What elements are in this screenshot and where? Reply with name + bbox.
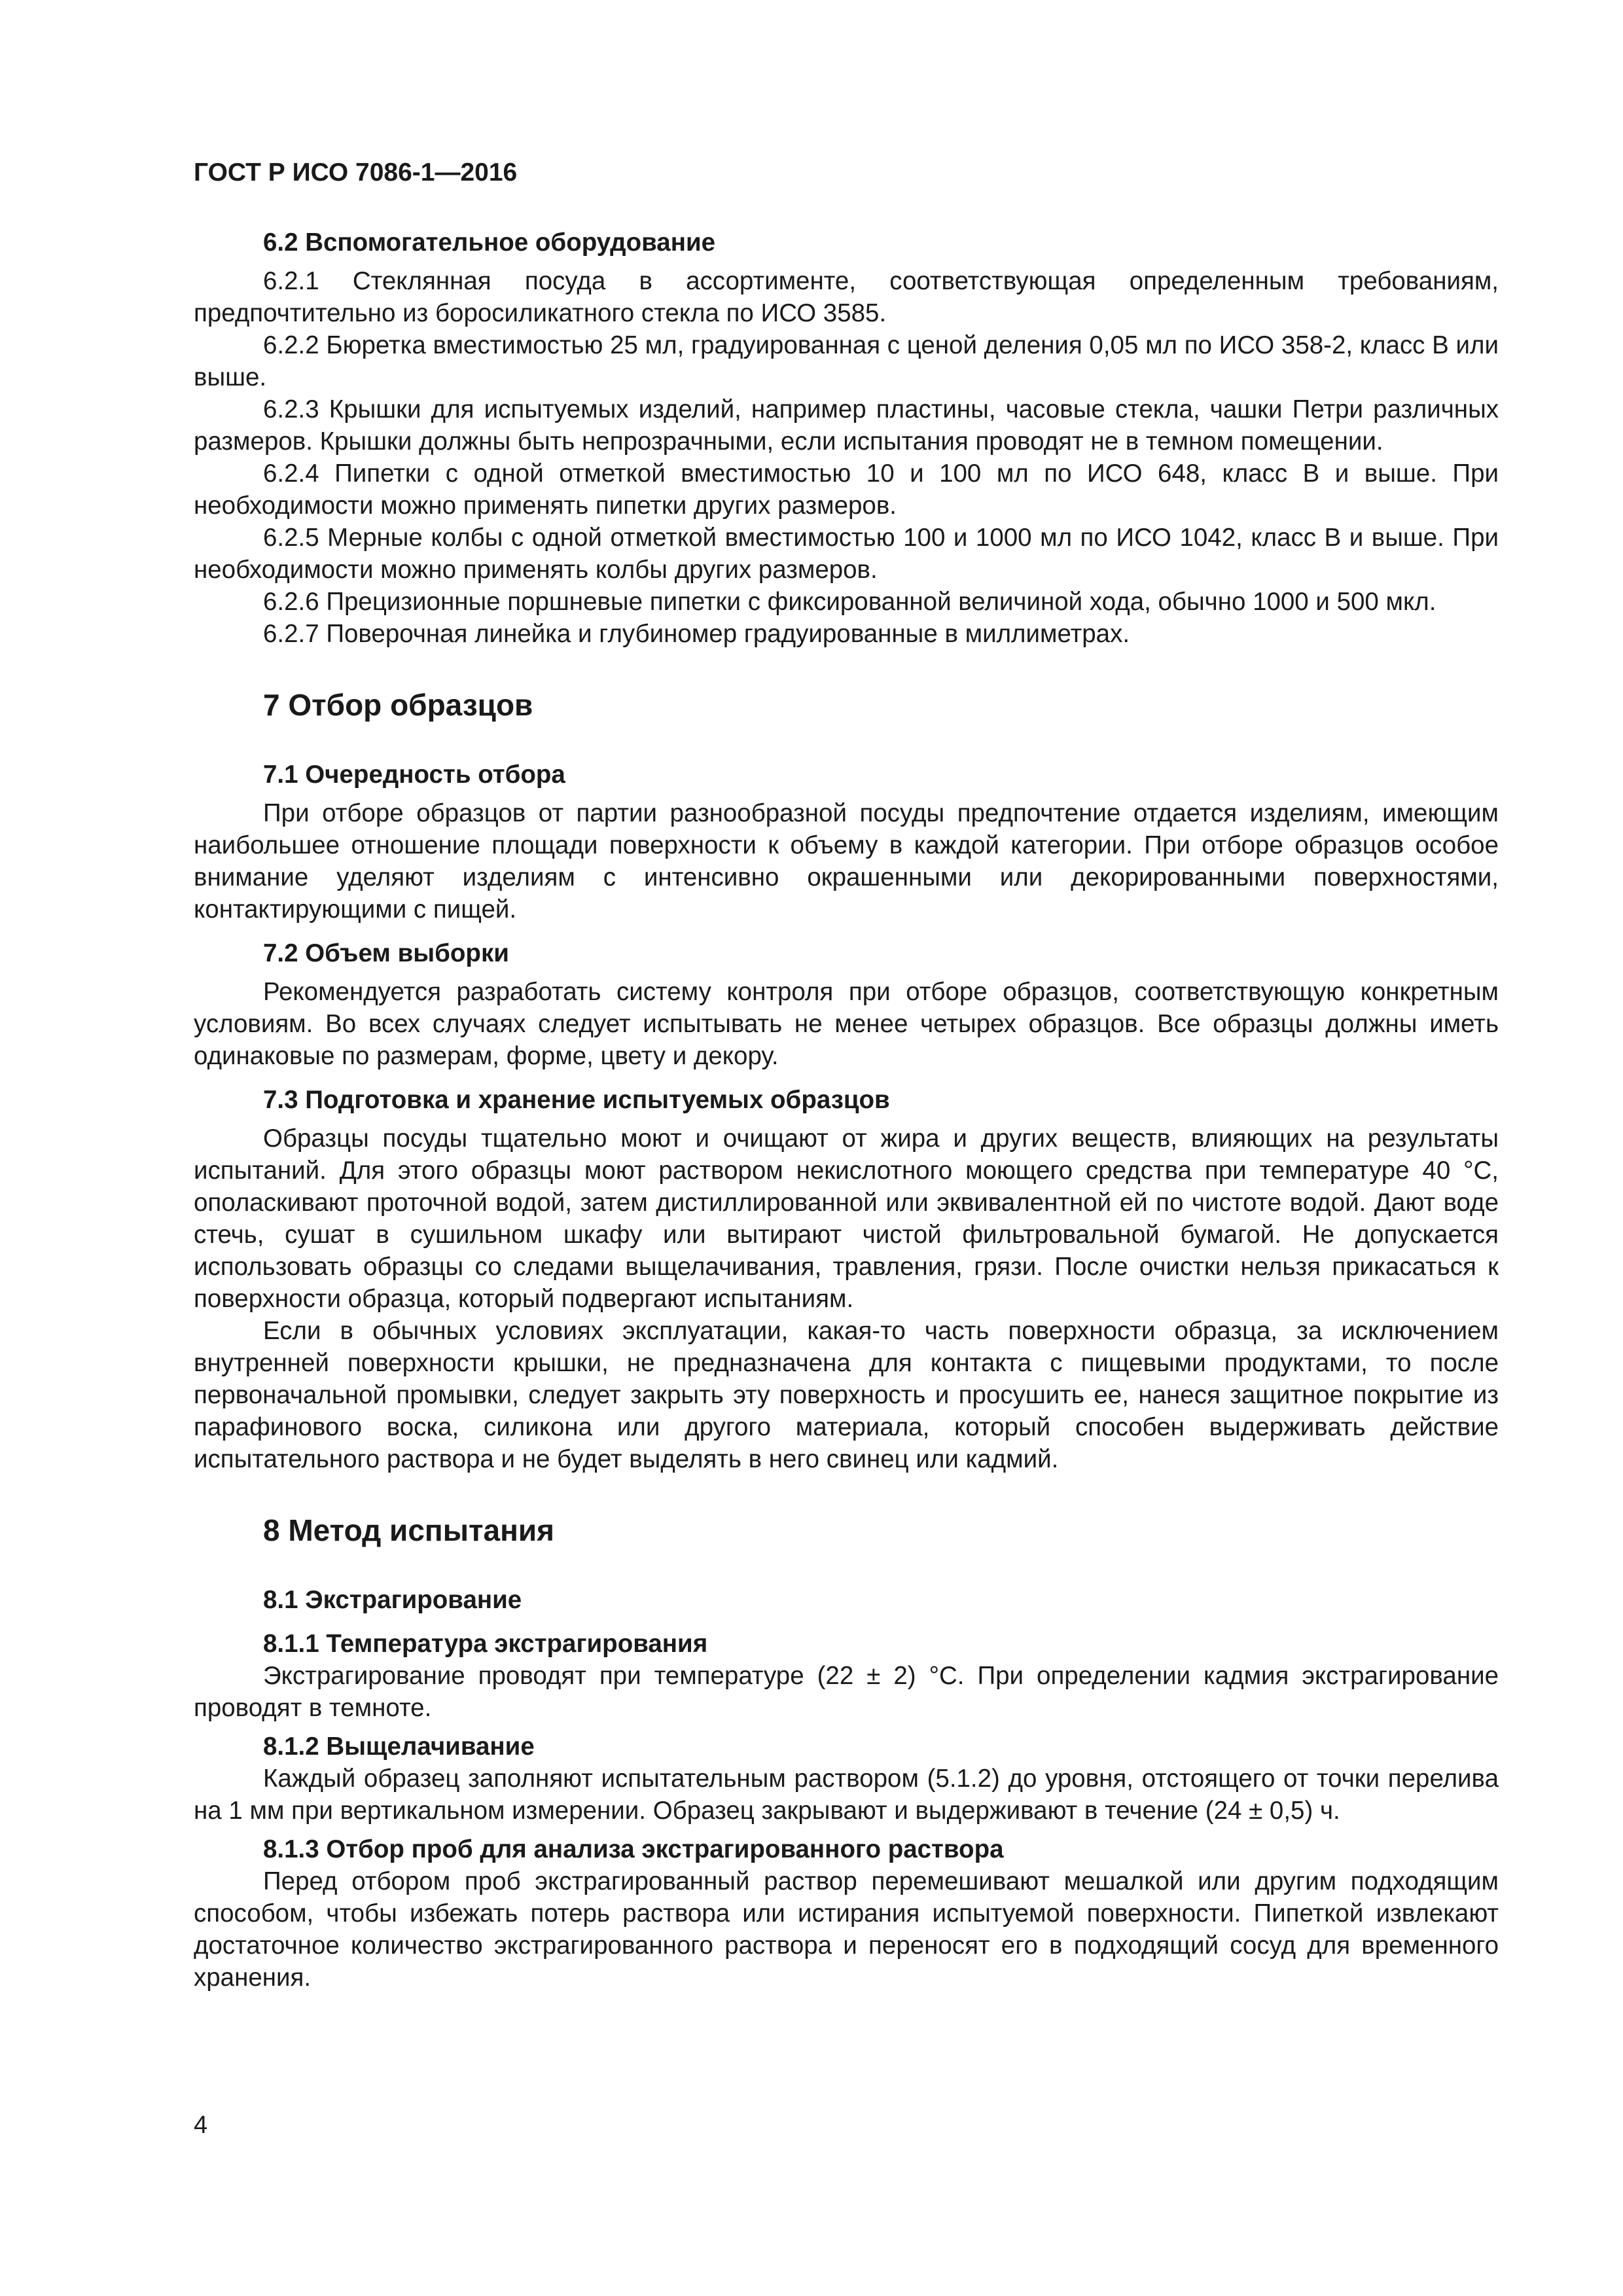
paragraph-6-2-2: 6.2.2 Бюретка вместимостью 25 мл, градуированная с ценой деления 0,05 мл по ИСО 358-2, класс В или выше. <box>194 331 1499 391</box>
paragraph-8-1-3: Перед отбором проб экстрагированный раствор перемешивают мешалкой или другим подходящим способом, чтобы избежать потерь раствора или истирания испытуемой поверхности. Пипеткой извлекают достаточное количество экстрагированного раствора и переносят его в подходящий сосуд для временного хранения. <box>194 1867 1499 1992</box>
paragraph-6-2-7: 6.2.7 Поверочная линейка и глубиномер градуированные в миллиметрах. <box>263 620 1130 648</box>
section-7-1-heading: 7.1 Очередность отбора <box>263 761 565 789</box>
paragraph-6-2-5: 6.2.5 Мерные колбы с одной отметкой вместимостью 100 и 1000 мл по ИСО 1042, класс В и выше. При необходимости можно применять колбы других размеров. <box>194 524 1499 584</box>
section-8-1-3-heading: 8.1.3 Отбор проб для анализа экстрагированного раствора <box>263 1835 1004 1863</box>
section-8-1-heading: 8.1 Экстрагирование <box>263 1586 522 1614</box>
paragraph-7-1: При отборе образцов от партии разнообразной посуды предпочтение отдается изделиям, имеющим наибольшее отношение площади поверхности к объему в каждой категории. При отборе образцов особое внимание уделяют изделиям с интенсивно окрашенными или декорированными поверхностями, контактирующими с пищей. <box>194 799 1499 924</box>
page-number: 4 <box>194 2111 208 2139</box>
paragraph-7-2: Рекомендуется разработать систему контроля при отборе образцов, соответствующую конкретным условиям. Во всех случаях следует испытывать не менее четырех образцов. Все образцы должны иметь одинаковые по размерам, форме, цвету и декору. <box>194 978 1499 1070</box>
section-8-heading: 8 Метод испытания <box>263 1513 554 1547</box>
section-7-2-heading: 7.2 Объем выборки <box>263 939 509 967</box>
section-8-1-2-heading: 8.1.2 Выщелачивание <box>263 1732 535 1761</box>
paragraph-8-1-2: Каждый образец заполняют испытательным раствором (5.1.2) до уровня, отстоящего от точки перелива на 1 мм при вертикальном измерении. Образец закрывают и выдерживают в течение (24 ± 0,5) ч. <box>194 1765 1499 1825</box>
paragraph-7-3-a: Образцы посуды тщательно моют и очищают от жира и других веществ, влияющих на результаты испытаний. Для этого образцы моют раствором некислотного моющего средства при температуре 40 °С, ополаскивают проточной водой, затем дистиллированной или эквивалентной ей по чистоте водой. Дают воде стечь, сушат в сушильном шкафу или вытирают чистой фильтровальной бумагой. Не допускается использовать образцы со следами выщелачивания, травления, грязи. После очистки нельзя прикасаться к поверхности образца, который подвергают испытаниям. <box>194 1124 1499 1313</box>
paragraph-6-2-4: 6.2.4 Пипетки с одной отметкой вместимостью 10 и 100 мл по ИСО 648, класс В и выше. При необходимости можно применять пипетки других размеров. <box>194 459 1499 520</box>
document-code: ГОСТ Р ИСО 7086-1—2016 <box>194 158 518 187</box>
paragraph-6-2-6: 6.2.6 Прецизионные поршневые пипетки с фиксированной величиной хода, обычно 1000 и 500 мкл. <box>263 588 1436 616</box>
paragraph-6-2-1: 6.2.1 Стеклянная посуда в ассортименте, соответствующая определенным требованиям, предпочтительно из боросиликатного стекла по ИСО 3585. <box>194 267 1499 327</box>
paragraph-6-2-3: 6.2.3 Крышки для испытуемых изделий, например пластины, часовые стекла, чашки Петри различных размеров. Крышки должны быть непрозрачными, если испытания проводят не в темном помещении. <box>194 395 1499 456</box>
section-7-heading: 7 Отбор образцов <box>263 688 533 722</box>
section-7-3-heading: 7.3 Подготовка и хранение испытуемых образцов <box>263 1086 890 1114</box>
page-content <box>194 226 1499 1994</box>
section-6-2-heading: 6.2 Вспомогательное оборудование <box>263 228 716 257</box>
paragraph-8-1-1: Экстрагирование проводят при температуре (22 ± 2) °С. При определении кадмия экстрагирование проводят в темноте. <box>194 1662 1499 1722</box>
section-8-1-1-heading: 8.1.1 Температура экстрагирования <box>263 1630 708 1658</box>
paragraph-7-3-b: Если в обычных условиях эксплуатации, какая-то часть поверхности образца, за исключением внутренней поверхности крышки, не предназначена для контакта с пищевыми продуктами, то после первоначальной промывки, следует закрыть эту поверхность и просушить ее, нанеся защитное покрытие из парафинового воска, силикона или другого материала, который способен выдерживать действие испытательного раствора и не будет выделять в него свинец или кадмий. <box>194 1317 1499 1473</box>
